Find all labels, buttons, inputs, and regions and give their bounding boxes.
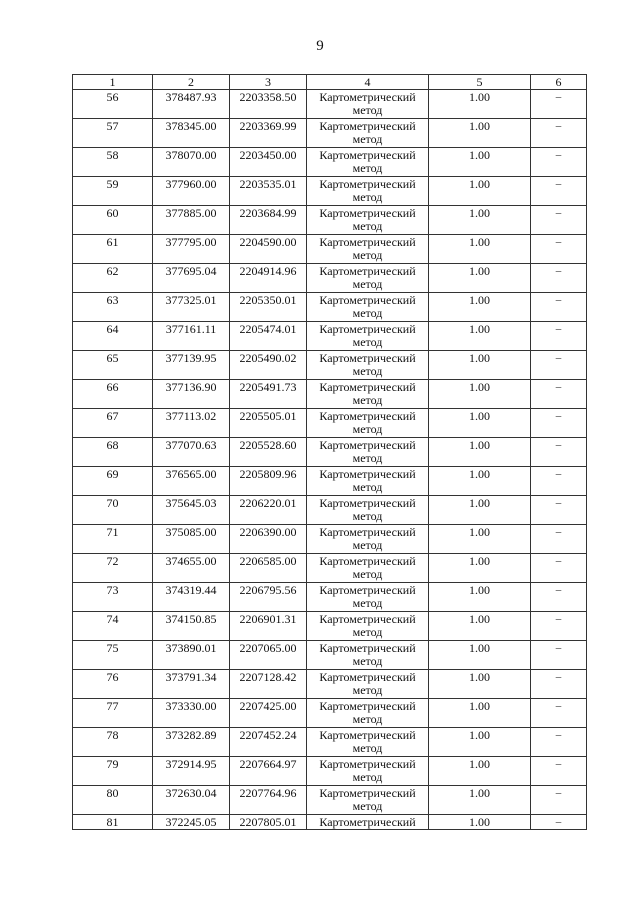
- cell-method: Картометрический метод: [307, 119, 429, 148]
- cell-y-coordinate: 2206795.56: [230, 583, 307, 612]
- cell-method: Картометрический метод: [307, 728, 429, 757]
- cell-x-coordinate: 375645.03: [153, 496, 230, 525]
- cell-method: Картометрический метод: [307, 293, 429, 322]
- table-row: [73, 409, 587, 438]
- cell-method: Картометрический метод: [307, 757, 429, 786]
- table-row: [73, 554, 587, 583]
- table-row: [73, 699, 587, 728]
- cell-note: –: [531, 583, 587, 612]
- table-row: [73, 177, 587, 206]
- cell-method: Картометрический метод: [307, 409, 429, 438]
- table-row: [73, 496, 587, 525]
- cell-y-coordinate: 2207452.24: [230, 728, 307, 757]
- cell-x-coordinate: 372630.04: [153, 786, 230, 815]
- cell-point-number: 73: [73, 583, 153, 612]
- cell-y-coordinate: 2207805.01: [230, 815, 307, 830]
- cell-point-number: 62: [73, 264, 153, 293]
- cell-accuracy: 1.00: [429, 322, 531, 351]
- cell-method: Картометрический метод: [307, 525, 429, 554]
- cell-y-coordinate: 2206220.01: [230, 496, 307, 525]
- cell-note: –: [531, 90, 587, 119]
- cell-y-coordinate: 2204914.96: [230, 264, 307, 293]
- cell-method: Картометрический метод: [307, 264, 429, 293]
- cell-point-number: 72: [73, 554, 153, 583]
- cell-x-coordinate: 377070.63: [153, 438, 230, 467]
- cell-y-coordinate: 2204590.00: [230, 235, 307, 264]
- cell-note: –: [531, 206, 587, 235]
- cell-note: –: [531, 757, 587, 786]
- cell-y-coordinate: 2203450.00: [230, 148, 307, 177]
- cell-x-coordinate: 376565.00: [153, 467, 230, 496]
- cell-y-coordinate: 2206901.31: [230, 612, 307, 641]
- cell-x-coordinate: 374319.44: [153, 583, 230, 612]
- cell-accuracy: 1.00: [429, 554, 531, 583]
- cell-y-coordinate: 2203535.01: [230, 177, 307, 206]
- cell-point-number: 60: [73, 206, 153, 235]
- cell-y-coordinate: 2205809.96: [230, 467, 307, 496]
- cell-point-number: 77: [73, 699, 153, 728]
- cell-point-number: 76: [73, 670, 153, 699]
- cell-accuracy: 1.00: [429, 293, 531, 322]
- cell-x-coordinate: 373330.00: [153, 699, 230, 728]
- cell-point-number: 78: [73, 728, 153, 757]
- page-number: 9: [316, 38, 324, 54]
- cell-x-coordinate: 377885.00: [153, 206, 230, 235]
- cell-accuracy: 1.00: [429, 351, 531, 380]
- cell-method: Картометрический метод: [307, 90, 429, 119]
- cell-accuracy: 1.00: [429, 90, 531, 119]
- header-col-5: 5: [429, 75, 531, 90]
- table-row: [73, 757, 587, 786]
- cell-point-number: 59: [73, 177, 153, 206]
- cell-accuracy: 1.00: [429, 612, 531, 641]
- cell-y-coordinate: 2203684.99: [230, 206, 307, 235]
- table-row: [73, 786, 587, 815]
- table-row: [73, 264, 587, 293]
- cell-point-number: 79: [73, 757, 153, 786]
- cell-note: –: [531, 554, 587, 583]
- cell-accuracy: 1.00: [429, 699, 531, 728]
- cell-accuracy: 1.00: [429, 264, 531, 293]
- cell-note: –: [531, 728, 587, 757]
- cell-note: –: [531, 148, 587, 177]
- cell-y-coordinate: 2205350.01: [230, 293, 307, 322]
- cell-point-number: 66: [73, 380, 153, 409]
- header-col-6: 6: [531, 75, 587, 90]
- table-row: [73, 467, 587, 496]
- cell-x-coordinate: 373282.89: [153, 728, 230, 757]
- cell-note: –: [531, 467, 587, 496]
- coordinates-table: [72, 74, 587, 830]
- cell-x-coordinate: 377139.95: [153, 351, 230, 380]
- cell-note: –: [531, 699, 587, 728]
- cell-method: Картометрический метод: [307, 670, 429, 699]
- table-row: [73, 293, 587, 322]
- cell-x-coordinate: 378345.00: [153, 119, 230, 148]
- cell-x-coordinate: 378070.00: [153, 148, 230, 177]
- cell-accuracy: 1.00: [429, 525, 531, 554]
- cell-y-coordinate: 2205490.02: [230, 351, 307, 380]
- cell-point-number: 67: [73, 409, 153, 438]
- table-row: [73, 815, 587, 830]
- cell-y-coordinate: 2207128.42: [230, 670, 307, 699]
- cell-note: –: [531, 119, 587, 148]
- cell-note: –: [531, 786, 587, 815]
- cell-x-coordinate: 377695.04: [153, 264, 230, 293]
- cell-point-number: 69: [73, 467, 153, 496]
- table-body: [73, 90, 587, 830]
- table-row: [73, 206, 587, 235]
- table-row: [73, 119, 587, 148]
- cell-point-number: 56: [73, 90, 153, 119]
- cell-note: –: [531, 264, 587, 293]
- cell-method: Картометрический метод: [307, 554, 429, 583]
- cell-method: Картометрический метод: [307, 148, 429, 177]
- cell-y-coordinate: 2207764.96: [230, 786, 307, 815]
- cell-note: –: [531, 641, 587, 670]
- cell-point-number: 80: [73, 786, 153, 815]
- cell-x-coordinate: 372914.95: [153, 757, 230, 786]
- cell-y-coordinate: 2205528.60: [230, 438, 307, 467]
- cell-accuracy: 1.00: [429, 670, 531, 699]
- cell-accuracy: 1.00: [429, 438, 531, 467]
- cell-note: –: [531, 815, 587, 830]
- cell-point-number: 57: [73, 119, 153, 148]
- cell-accuracy: 1.00: [429, 148, 531, 177]
- table-row: [73, 612, 587, 641]
- cell-y-coordinate: 2205491.73: [230, 380, 307, 409]
- table-row: [73, 728, 587, 757]
- cell-accuracy: 1.00: [429, 177, 531, 206]
- table-row: [73, 148, 587, 177]
- cell-note: –: [531, 670, 587, 699]
- cell-note: –: [531, 438, 587, 467]
- cell-x-coordinate: 377795.00: [153, 235, 230, 264]
- cell-method: Картометрический метод: [307, 467, 429, 496]
- cell-method: Картометрический метод: [307, 177, 429, 206]
- cell-accuracy: 1.00: [429, 786, 531, 815]
- cell-x-coordinate: 373791.34: [153, 670, 230, 699]
- cell-method: Картометрический метод: [307, 380, 429, 409]
- cell-method: Картометрический метод: [307, 351, 429, 380]
- cell-method: Картометрический метод: [307, 235, 429, 264]
- cell-y-coordinate: 2203358.50: [230, 90, 307, 119]
- cell-x-coordinate: 375085.00: [153, 525, 230, 554]
- table-row: [73, 351, 587, 380]
- cell-accuracy: 1.00: [429, 815, 531, 830]
- cell-note: –: [531, 293, 587, 322]
- cell-point-number: 68: [73, 438, 153, 467]
- cell-note: –: [531, 351, 587, 380]
- table-row: [73, 90, 587, 119]
- header-col-2: 2: [153, 75, 230, 90]
- cell-method: Картометрический метод: [307, 583, 429, 612]
- cell-y-coordinate: 2207065.00: [230, 641, 307, 670]
- cell-note: –: [531, 612, 587, 641]
- cell-y-coordinate: 2205505.01: [230, 409, 307, 438]
- cell-note: –: [531, 322, 587, 351]
- cell-y-coordinate: 2205474.01: [230, 322, 307, 351]
- cell-method: Картометрический метод: [307, 699, 429, 728]
- header-col-3: 3: [230, 75, 307, 90]
- cell-point-number: 58: [73, 148, 153, 177]
- cell-point-number: 74: [73, 612, 153, 641]
- cell-method: Картометрический метод: [307, 438, 429, 467]
- header-col-4: 4: [307, 75, 429, 90]
- cell-method: Картометрический метод: [307, 322, 429, 351]
- cell-point-number: 70: [73, 496, 153, 525]
- cell-note: –: [531, 525, 587, 554]
- cell-y-coordinate: 2206390.00: [230, 525, 307, 554]
- table-row: [73, 583, 587, 612]
- cell-accuracy: 1.00: [429, 728, 531, 757]
- cell-method: Картометрический: [307, 815, 429, 830]
- cell-point-number: 63: [73, 293, 153, 322]
- cell-point-number: 61: [73, 235, 153, 264]
- cell-y-coordinate: 2206585.00: [230, 554, 307, 583]
- cell-method: Картометрический метод: [307, 206, 429, 235]
- header-col-1: 1: [73, 75, 153, 90]
- cell-accuracy: 1.00: [429, 496, 531, 525]
- cell-x-coordinate: 377960.00: [153, 177, 230, 206]
- cell-x-coordinate: 378487.93: [153, 90, 230, 119]
- table-row: [73, 641, 587, 670]
- cell-y-coordinate: 2207664.97: [230, 757, 307, 786]
- cell-x-coordinate: 372245.05: [153, 815, 230, 830]
- cell-x-coordinate: 377161.11: [153, 322, 230, 351]
- cell-note: –: [531, 380, 587, 409]
- table-row: [73, 322, 587, 351]
- cell-accuracy: 1.00: [429, 583, 531, 612]
- cell-method: Картометрический метод: [307, 786, 429, 815]
- cell-method: Картометрический метод: [307, 641, 429, 670]
- cell-point-number: 65: [73, 351, 153, 380]
- cell-accuracy: 1.00: [429, 467, 531, 496]
- cell-x-coordinate: 374655.00: [153, 554, 230, 583]
- table-row: [73, 380, 587, 409]
- cell-x-coordinate: 377325.01: [153, 293, 230, 322]
- cell-method: Картометрический метод: [307, 496, 429, 525]
- table-row: [73, 525, 587, 554]
- table-header-row: [73, 75, 587, 90]
- cell-x-coordinate: 377136.90: [153, 380, 230, 409]
- cell-method: Картометрический метод: [307, 612, 429, 641]
- cell-accuracy: 1.00: [429, 757, 531, 786]
- cell-x-coordinate: 377113.02: [153, 409, 230, 438]
- table-row: [73, 235, 587, 264]
- cell-accuracy: 1.00: [429, 641, 531, 670]
- cell-point-number: 75: [73, 641, 153, 670]
- cell-note: –: [531, 496, 587, 525]
- cell-accuracy: 1.00: [429, 119, 531, 148]
- cell-accuracy: 1.00: [429, 235, 531, 264]
- table-row: [73, 438, 587, 467]
- cell-note: –: [531, 235, 587, 264]
- cell-point-number: 81: [73, 815, 153, 830]
- cell-y-coordinate: 2207425.00: [230, 699, 307, 728]
- cell-note: –: [531, 409, 587, 438]
- cell-accuracy: 1.00: [429, 206, 531, 235]
- cell-note: –: [531, 177, 587, 206]
- table-row: [73, 670, 587, 699]
- cell-x-coordinate: 374150.85: [153, 612, 230, 641]
- cell-point-number: 71: [73, 525, 153, 554]
- cell-accuracy: 1.00: [429, 409, 531, 438]
- cell-y-coordinate: 2203369.99: [230, 119, 307, 148]
- cell-accuracy: 1.00: [429, 380, 531, 409]
- cell-x-coordinate: 373890.01: [153, 641, 230, 670]
- cell-point-number: 64: [73, 322, 153, 351]
